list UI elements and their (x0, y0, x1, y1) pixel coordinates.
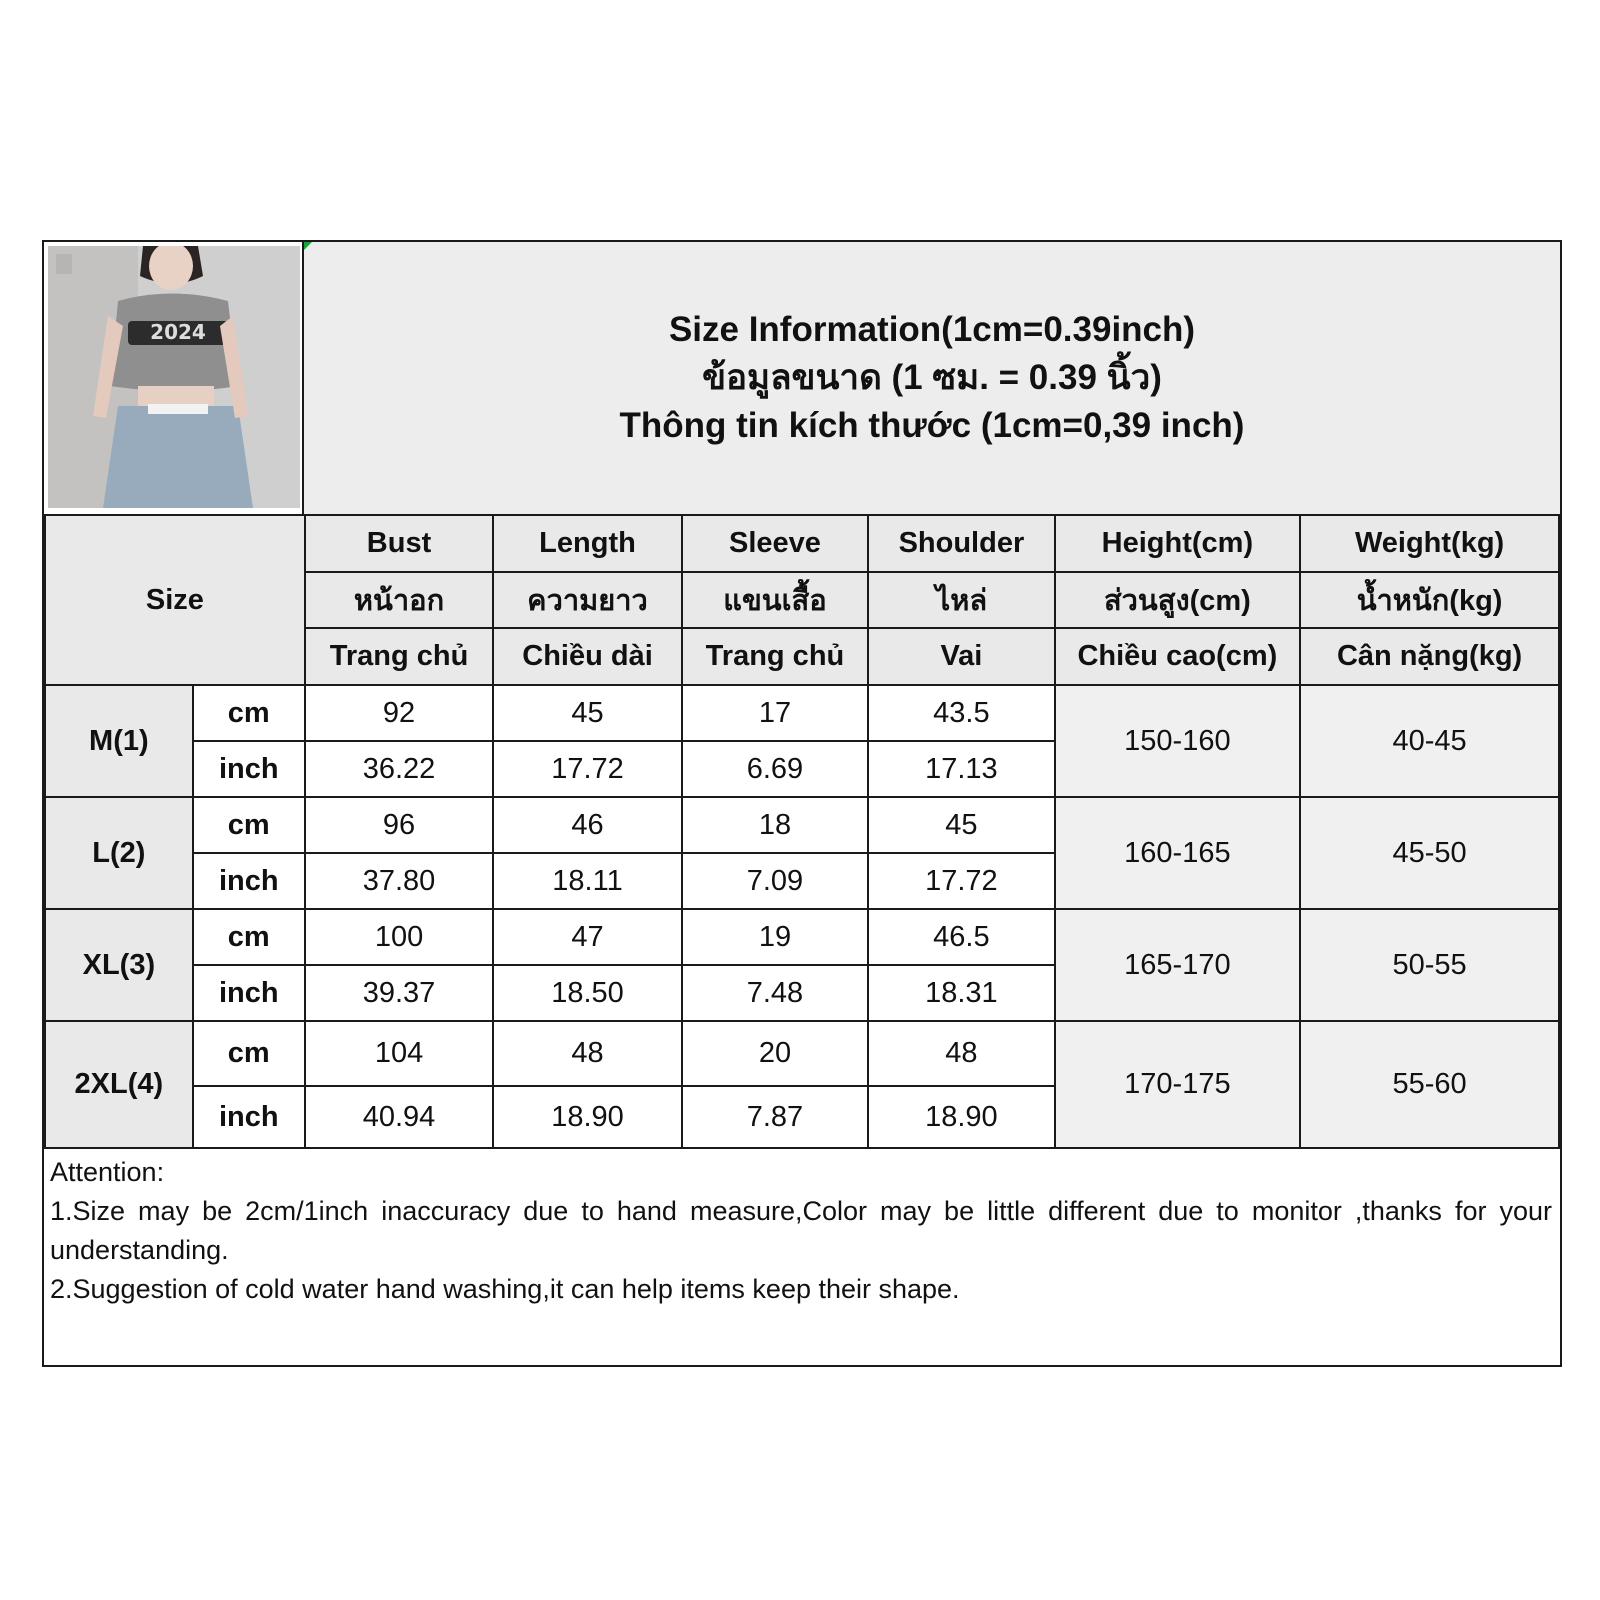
cell-weight: 45-50 (1300, 797, 1559, 909)
cell-bust-inch: 39.37 (305, 965, 493, 1021)
model-illustration (48, 246, 300, 508)
cell-weight: 40-45 (1300, 685, 1559, 797)
col-header-height-th: ส่วนสูง(cm) (1055, 572, 1301, 628)
cell-shoulder-inch: 18.31 (868, 965, 1054, 1021)
cell-length-inch: 17.72 (493, 741, 681, 797)
unit-cm: cm (193, 685, 305, 741)
cell-length-cm: 45 (493, 685, 681, 741)
cell-bust-cm: 100 (305, 909, 493, 965)
cell-shoulder-cm: 45 (868, 797, 1054, 853)
unit-inch: inch (193, 853, 305, 909)
cell-weight: 50-55 (1300, 909, 1559, 1021)
title-vietnamese: Thông tin kích thước (1cm=0,39 inch) (619, 406, 1245, 445)
cell-shoulder-cm: 43.5 (868, 685, 1054, 741)
col-header-shoulder: Shoulder (868, 515, 1054, 572)
cell-sleeve-cm: 20 (682, 1021, 868, 1086)
size-name: L(2) (45, 797, 193, 909)
cell-shoulder-cm: 48 (868, 1021, 1054, 1086)
size-name: XL(3) (45, 909, 193, 1021)
cell-height: 170-175 (1055, 1021, 1301, 1148)
size-table (44, 514, 1560, 1149)
unit-cm: cm (193, 797, 305, 853)
cell-sleeve-cm: 18 (682, 797, 868, 853)
cell-weight: 55-60 (1300, 1021, 1559, 1148)
col-header-length-th: ความยาว (493, 572, 681, 628)
col-header-weight: Weight(kg) (1300, 515, 1559, 572)
unit-cm: cm (193, 1021, 305, 1086)
col-header-bust: Bust (305, 515, 493, 572)
cell-shoulder-inch: 18.90 (868, 1086, 1054, 1148)
col-header-bust-vi: Trang chủ (305, 628, 493, 685)
unit-inch: inch (193, 741, 305, 797)
unit-inch: inch (193, 965, 305, 1021)
col-header-weight-th: น้ำหนัก(kg) (1300, 572, 1559, 628)
size-header: Size (45, 515, 305, 685)
col-header-length: Length (493, 515, 681, 572)
title-box (302, 242, 1560, 514)
cell-length-inch: 18.90 (493, 1086, 681, 1148)
col-header-sleeve: Sleeve (682, 515, 868, 572)
attention-note-2: 2.Suggestion of cold water hand washing,it can help items keep their shape. (50, 1274, 960, 1304)
cell-sleeve-cm: 19 (682, 909, 868, 965)
col-header-height: Height(cm) (1055, 515, 1301, 572)
col-header-shoulder-th: ไหล่ (868, 572, 1054, 628)
col-header-sleeve-vi: Trang chủ (682, 628, 868, 685)
cell-length-inch: 18.11 (493, 853, 681, 909)
col-header-weight-vi: Cân nặng(kg) (1300, 628, 1559, 685)
cell-height: 150-160 (1055, 685, 1301, 797)
cell-bust-inch: 37.80 (305, 853, 493, 909)
cell-length-cm: 46 (493, 797, 681, 853)
size-name: 2XL(4) (45, 1021, 193, 1148)
col-header-length-vi: Chiều dài (493, 628, 681, 685)
shirt-print-text: 2024 (150, 320, 206, 344)
cell-sleeve-inch: 7.87 (682, 1086, 868, 1148)
cell-bust-cm: 96 (305, 797, 493, 853)
cell-length-cm: 48 (493, 1021, 681, 1086)
col-header-bust-th: หน้าอก (305, 572, 493, 628)
cell-length-inch: 18.50 (493, 965, 681, 1021)
cell-bust-cm: 92 (305, 685, 493, 741)
cell-height: 160-165 (1055, 797, 1301, 909)
attention-heading: Attention: (50, 1157, 165, 1187)
size-name: M(1) (45, 685, 193, 797)
unit-cm: cm (193, 909, 305, 965)
cell-sleeve-inch: 7.48 (682, 965, 868, 1021)
attention-note-1: 1.Size may be 2cm/1inch inaccuracy due to hand measure,Color may be little different due to monitor ,thanks for your understanding. (50, 1196, 1552, 1265)
cell-shoulder-cm: 46.5 (868, 909, 1054, 965)
col-header-sleeve-th: แขนเสื้อ (682, 572, 868, 628)
title-english: Size Information(1cm=0.39inch) (668, 310, 1196, 349)
cell-bust-inch: 40.94 (305, 1086, 493, 1148)
cell-shoulder-inch: 17.13 (868, 741, 1054, 797)
size-chart (42, 240, 1562, 1367)
product-photo (48, 246, 300, 508)
cell-sleeve-cm: 17 (682, 685, 868, 741)
cell-sleeve-inch: 6.69 (682, 741, 868, 797)
unit-inch: inch (193, 1086, 305, 1148)
title-thai: ข้อมูลขนาด (1 ซม. = 0.39 นิ้ว) (702, 358, 1162, 397)
attention-notes (44, 1147, 1560, 1365)
col-header-shoulder-vi: Vai (868, 628, 1054, 685)
cell-sleeve-inch: 7.09 (682, 853, 868, 909)
cell-bust-inch: 36.22 (305, 741, 493, 797)
cell-corner-marker (304, 242, 312, 250)
cell-bust-cm: 104 (305, 1021, 493, 1086)
cell-height: 165-170 (1055, 909, 1301, 1021)
cell-length-cm: 47 (493, 909, 681, 965)
col-header-height-vi: Chiều cao(cm) (1055, 628, 1301, 685)
cell-shoulder-inch: 17.72 (868, 853, 1054, 909)
